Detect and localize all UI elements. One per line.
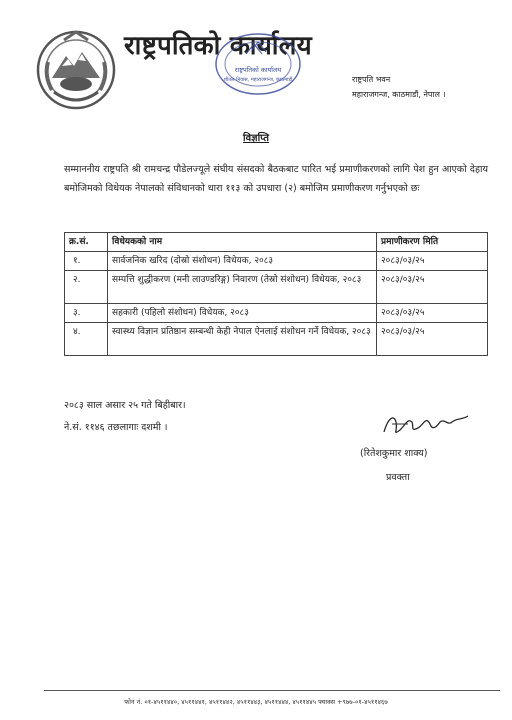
header-serial: क्र.सं. xyxy=(65,233,108,252)
address-line-1: राष्ट्रपति भवन xyxy=(352,75,391,84)
table-row xyxy=(65,252,488,271)
row-bill-name: सार्वजनिक खरिद (दोस्रो संशोधन) विधेयक, २०८३ xyxy=(108,252,377,271)
signatory-name: (रितेशकुमार शाक्य) xyxy=(360,448,428,459)
office-title: राष्ट्रपतिको कार्यालय xyxy=(124,31,312,61)
seal-text-bottom: शीतल निवास, महाराजगन्ज, काठमाडौं xyxy=(223,77,293,83)
row-bill-name: सहकारी (पहिलो संशोधन) विधेयक, २०८३ xyxy=(108,304,377,323)
row-date: २०८३/०३/२५ xyxy=(377,271,488,304)
signatory-role: प्रवक्ता xyxy=(386,472,410,483)
header-bill-name: विधेयकको नाम xyxy=(108,233,377,252)
row-serial: १. xyxy=(65,252,108,271)
table-row xyxy=(65,271,488,304)
notice-body: सम्माननीय राष्ट्रपति श्री रामचन्द्र पौडेलज्यूले संघीय संसदको बैठकबाट पारित भई प्रमाणीकरणको लागि पेश हुन आएको देहाय बमोजिमको विधेयक नेपालको संविधानको धारा ११३ को उपधारा (२) बमोजिम प्रमाणीकरण गर्नुभएको छः xyxy=(64,164,488,194)
table-row xyxy=(65,323,488,356)
signature-icon xyxy=(378,408,474,444)
row-serial: ४. xyxy=(65,323,108,356)
header-certification-date: प्रमाणीकरण मिति xyxy=(377,233,488,252)
row-serial: ३. xyxy=(65,304,108,323)
office-address xyxy=(352,72,446,102)
notice-heading: विज्ञप्ति xyxy=(243,133,269,144)
nepal-coat-of-arms-icon xyxy=(34,26,118,114)
footer-contact: फोन नं. ०१-४५११४४०, ४५११४४१, ४५११४४२, ४५११४४३, ४५११४४४, ४५११४४५ फ्याक्स +९७७-०१-४५११४६७ xyxy=(124,698,388,706)
row-date: २०८३/०३/२५ xyxy=(377,252,488,271)
row-bill-name: स्वास्थ्य विज्ञान प्रतिष्ठान सम्बन्धी केही नेपाल ऐनलाई संशोधन गर्ने विधेयक, २०८३ xyxy=(108,323,377,356)
row-date: २०८३/०३/२५ xyxy=(377,304,488,323)
notice-heading-wrap xyxy=(0,130,512,144)
issue-date: २०८३ साल असार २५ गते बिहीबार। xyxy=(64,400,186,411)
footer-divider xyxy=(44,690,500,691)
bills-table xyxy=(64,232,488,356)
row-date: २०८३/०३/२५ xyxy=(377,323,488,356)
address-line-2: महाराजगन्ज, काठमाडौं, नेपाल । xyxy=(352,90,446,99)
row-serial: २. xyxy=(65,271,108,304)
office-stamp-icon xyxy=(212,28,304,100)
nepal-sambat-date: ने.सं. ११४६ तछलागाः दशमी । xyxy=(64,422,168,433)
table-row xyxy=(65,304,488,323)
seal-text-top: राष्ट्रपतिको कार्यालय xyxy=(234,66,282,74)
row-bill-name: सम्पत्ति शुद्धीकरण (मनी लाउण्डरिङ्ग) निवारण (तेस्रो संशोधन) विधेयक, २०८३ xyxy=(108,271,377,304)
table-header-row xyxy=(65,233,488,252)
